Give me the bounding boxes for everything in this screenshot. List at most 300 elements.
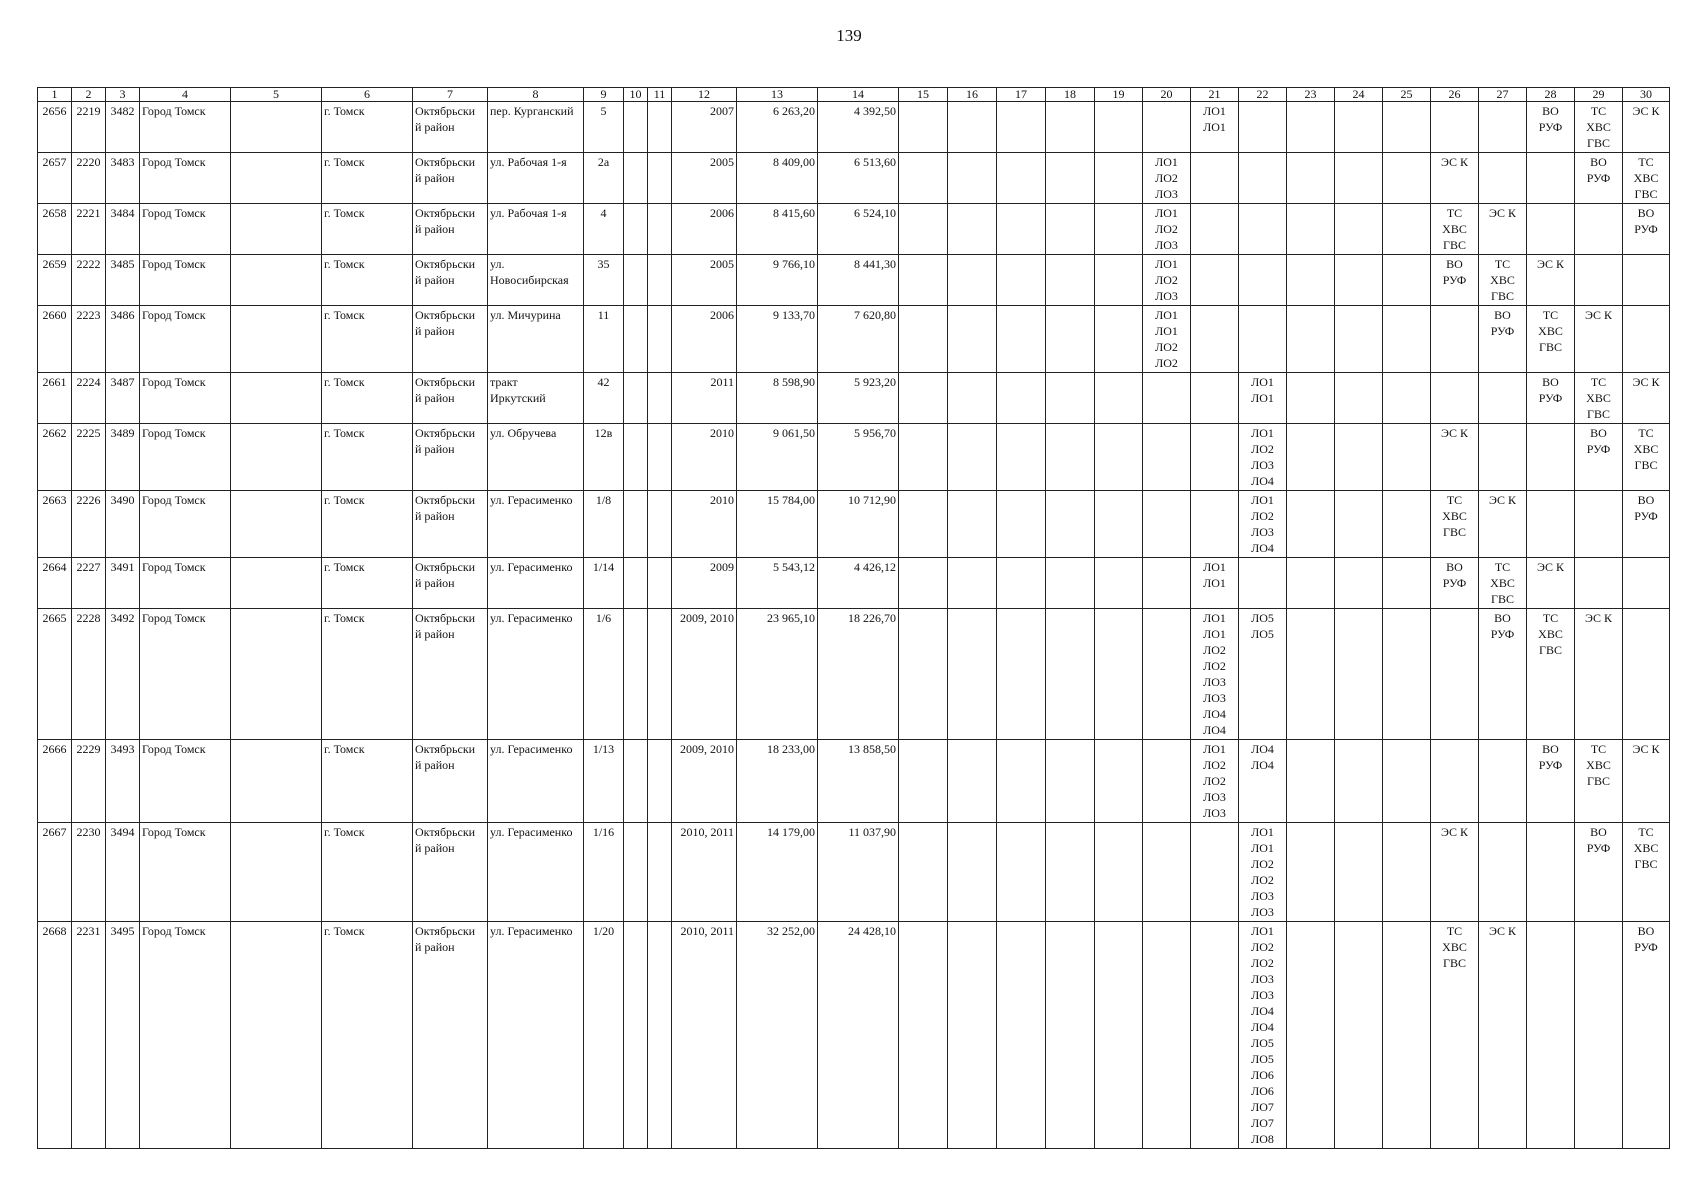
cell-col-7: Октябрьски й район bbox=[413, 922, 488, 1149]
cell-col-24 bbox=[1335, 424, 1383, 491]
page-number: 139 bbox=[836, 26, 862, 45]
cell-col-23 bbox=[1287, 922, 1335, 1149]
cell-col-14: 5 956,70 bbox=[818, 424, 899, 491]
cell-col-15 bbox=[899, 922, 948, 1149]
cell-col-28: ТС ХВС ГВС bbox=[1527, 609, 1575, 740]
cell-col-9: 35 bbox=[584, 255, 624, 306]
cell-col-12: 2010, 2011 bbox=[672, 922, 737, 1149]
cell-col-21: ЛО1 ЛО2 ЛО2 ЛО3 ЛО3 bbox=[1191, 740, 1239, 823]
cell-col-4: Город Томск bbox=[140, 609, 231, 740]
cell-col-6: г. Томск bbox=[322, 491, 413, 558]
cell-col-1: 2661 bbox=[38, 373, 72, 424]
cell-col-14: 5 923,20 bbox=[818, 373, 899, 424]
cell-col-18 bbox=[1046, 153, 1095, 204]
cell-col-1: 2656 bbox=[38, 102, 72, 153]
cell-col-1: 2668 bbox=[38, 922, 72, 1149]
cell-col-27 bbox=[1479, 424, 1527, 491]
cell-col-19 bbox=[1095, 823, 1143, 922]
cell-col-29 bbox=[1575, 255, 1623, 306]
cell-col-22: ЛО1 ЛО1 ЛО2 ЛО2 ЛО3 ЛО3 bbox=[1239, 823, 1287, 922]
cell-col-4: Город Томск bbox=[140, 306, 231, 373]
cell-col-22 bbox=[1239, 306, 1287, 373]
cell-col-9: 1/8 bbox=[584, 491, 624, 558]
cell-col-6: г. Томск bbox=[322, 558, 413, 609]
cell-col-18 bbox=[1046, 204, 1095, 255]
cell-col-13: 9 766,10 bbox=[737, 255, 818, 306]
table-row bbox=[38, 424, 1670, 491]
cell-col-20: ЛО1 ЛО2 ЛО3 bbox=[1143, 204, 1191, 255]
cell-col-21: ЛО1 ЛО1 bbox=[1191, 558, 1239, 609]
table-row bbox=[38, 823, 1670, 922]
cell-col-16 bbox=[948, 102, 997, 153]
cell-col-13: 15 784,00 bbox=[737, 491, 818, 558]
cell-col-15 bbox=[899, 609, 948, 740]
cell-col-1: 2663 bbox=[38, 491, 72, 558]
cell-col-11 bbox=[648, 102, 672, 153]
cell-col-27: ЭС К bbox=[1479, 922, 1527, 1149]
table-row bbox=[38, 609, 1670, 740]
cell-col-16 bbox=[948, 306, 997, 373]
cell-col-10 bbox=[624, 922, 648, 1149]
cell-col-19 bbox=[1095, 102, 1143, 153]
cell-col-8: ул. Рабочая 1-я bbox=[488, 153, 584, 204]
cell-col-10 bbox=[624, 204, 648, 255]
column-header-7: 7 bbox=[413, 88, 488, 102]
cell-col-15 bbox=[899, 102, 948, 153]
cell-col-14: 10 712,90 bbox=[818, 491, 899, 558]
cell-col-12: 2009, 2010 bbox=[672, 740, 737, 823]
cell-col-17 bbox=[997, 153, 1046, 204]
table-row bbox=[38, 922, 1670, 1149]
cell-col-16 bbox=[948, 491, 997, 558]
cell-col-25 bbox=[1383, 823, 1431, 922]
cell-col-26: ТС ХВС ГВС bbox=[1431, 491, 1479, 558]
cell-col-29: ЭС К bbox=[1575, 306, 1623, 373]
cell-col-9: 1/13 bbox=[584, 740, 624, 823]
cell-col-1: 2659 bbox=[38, 255, 72, 306]
cell-col-3: 3487 bbox=[106, 373, 140, 424]
cell-col-10 bbox=[624, 306, 648, 373]
cell-col-9: 5 bbox=[584, 102, 624, 153]
cell-col-16 bbox=[948, 204, 997, 255]
cell-col-19 bbox=[1095, 306, 1143, 373]
cell-col-13: 9 133,70 bbox=[737, 306, 818, 373]
cell-col-17 bbox=[997, 204, 1046, 255]
cell-col-11 bbox=[648, 558, 672, 609]
cell-col-4: Город Томск bbox=[140, 424, 231, 491]
cell-col-10 bbox=[624, 102, 648, 153]
cell-col-9: 4 bbox=[584, 204, 624, 255]
column-header-15: 15 bbox=[899, 88, 948, 102]
cell-col-14: 13 858,50 bbox=[818, 740, 899, 823]
cell-col-24 bbox=[1335, 153, 1383, 204]
cell-col-9: 1/16 bbox=[584, 823, 624, 922]
cell-col-11 bbox=[648, 740, 672, 823]
cell-col-22 bbox=[1239, 255, 1287, 306]
cell-col-25 bbox=[1383, 740, 1431, 823]
cell-col-11 bbox=[648, 153, 672, 204]
cell-col-30 bbox=[1623, 306, 1670, 373]
cell-col-29: ТС ХВС ГВС bbox=[1575, 102, 1623, 153]
cell-col-27: ВО РУФ bbox=[1479, 609, 1527, 740]
cell-col-7: Октябрьски й район bbox=[413, 102, 488, 153]
cell-col-12: 2007 bbox=[672, 102, 737, 153]
cell-col-23 bbox=[1287, 740, 1335, 823]
cell-col-22: ЛО4 ЛО4 bbox=[1239, 740, 1287, 823]
cell-col-24 bbox=[1335, 102, 1383, 153]
column-number-row bbox=[38, 88, 1670, 102]
cell-col-3: 3484 bbox=[106, 204, 140, 255]
cell-col-27: ТС ХВС ГВС bbox=[1479, 255, 1527, 306]
cell-col-30: ВО РУФ bbox=[1623, 491, 1670, 558]
cell-col-15 bbox=[899, 204, 948, 255]
cell-col-20 bbox=[1143, 373, 1191, 424]
column-header-24: 24 bbox=[1335, 88, 1383, 102]
cell-col-27 bbox=[1479, 823, 1527, 922]
cell-col-26 bbox=[1431, 102, 1479, 153]
cell-col-20: ЛО1 ЛО2 ЛО3 bbox=[1143, 153, 1191, 204]
cell-col-25 bbox=[1383, 424, 1431, 491]
cell-col-25 bbox=[1383, 306, 1431, 373]
cell-col-6: г. Томск bbox=[322, 424, 413, 491]
cell-col-21 bbox=[1191, 424, 1239, 491]
cell-col-9: 42 bbox=[584, 373, 624, 424]
cell-col-23 bbox=[1287, 491, 1335, 558]
cell-col-6: г. Томск bbox=[322, 373, 413, 424]
cell-col-4: Город Томск bbox=[140, 823, 231, 922]
cell-col-2: 2227 bbox=[72, 558, 106, 609]
table-row bbox=[38, 740, 1670, 823]
cell-col-24 bbox=[1335, 558, 1383, 609]
cell-col-15 bbox=[899, 255, 948, 306]
cell-col-25 bbox=[1383, 373, 1431, 424]
cell-col-30: ТС ХВС ГВС bbox=[1623, 153, 1670, 204]
cell-col-4: Город Томск bbox=[140, 204, 231, 255]
cell-col-5 bbox=[231, 558, 322, 609]
column-header-23: 23 bbox=[1287, 88, 1335, 102]
cell-col-20 bbox=[1143, 102, 1191, 153]
cell-col-10 bbox=[624, 255, 648, 306]
cell-col-9: 11 bbox=[584, 306, 624, 373]
cell-col-27 bbox=[1479, 153, 1527, 204]
cell-col-6: г. Томск bbox=[322, 255, 413, 306]
cell-col-26: ВО РУФ bbox=[1431, 255, 1479, 306]
cell-col-8: ул. Герасименко bbox=[488, 823, 584, 922]
cell-col-20 bbox=[1143, 491, 1191, 558]
cell-col-8: ул. Обручева bbox=[488, 424, 584, 491]
cell-col-21 bbox=[1191, 306, 1239, 373]
cell-col-23 bbox=[1287, 373, 1335, 424]
cell-col-24 bbox=[1335, 306, 1383, 373]
cell-col-28: ЭС К bbox=[1527, 558, 1575, 609]
cell-col-12: 2011 bbox=[672, 373, 737, 424]
cell-col-30: ЭС К bbox=[1623, 102, 1670, 153]
cell-col-15 bbox=[899, 306, 948, 373]
cell-col-28 bbox=[1527, 153, 1575, 204]
cell-col-14: 4 392,50 bbox=[818, 102, 899, 153]
cell-col-22 bbox=[1239, 204, 1287, 255]
cell-col-21 bbox=[1191, 491, 1239, 558]
cell-col-27: ВО РУФ bbox=[1479, 306, 1527, 373]
cell-col-20 bbox=[1143, 424, 1191, 491]
cell-col-22 bbox=[1239, 558, 1287, 609]
cell-col-21 bbox=[1191, 255, 1239, 306]
cell-col-15 bbox=[899, 823, 948, 922]
cell-col-16 bbox=[948, 823, 997, 922]
cell-col-3: 3483 bbox=[106, 153, 140, 204]
cell-col-11 bbox=[648, 491, 672, 558]
cell-col-18 bbox=[1046, 491, 1095, 558]
cell-col-22: ЛО1 ЛО2 ЛО2 ЛО3 ЛО3 ЛО4 ЛО4 ЛО5 ЛО5 ЛО6 ЛО6 ЛО7 ЛО7 ЛО8 bbox=[1239, 922, 1287, 1149]
cell-col-2: 2229 bbox=[72, 740, 106, 823]
cell-col-9: 12в bbox=[584, 424, 624, 491]
cell-col-16 bbox=[948, 255, 997, 306]
cell-col-15 bbox=[899, 373, 948, 424]
cell-col-1: 2660 bbox=[38, 306, 72, 373]
cell-col-17 bbox=[997, 922, 1046, 1149]
cell-col-13: 32 252,00 bbox=[737, 922, 818, 1149]
cell-col-22: ЛО1 ЛО2 ЛО3 ЛО4 bbox=[1239, 424, 1287, 491]
cell-col-30: ТС ХВС ГВС bbox=[1623, 823, 1670, 922]
cell-col-19 bbox=[1095, 153, 1143, 204]
cell-col-5 bbox=[231, 204, 322, 255]
cell-col-28: ВО РУФ bbox=[1527, 102, 1575, 153]
cell-col-6: г. Томск bbox=[322, 204, 413, 255]
cell-col-17 bbox=[997, 609, 1046, 740]
cell-col-19 bbox=[1095, 558, 1143, 609]
cell-col-16 bbox=[948, 740, 997, 823]
cell-col-27: ЭС К bbox=[1479, 491, 1527, 558]
cell-col-25 bbox=[1383, 204, 1431, 255]
cell-col-6: г. Томск bbox=[322, 823, 413, 922]
cell-col-18 bbox=[1046, 255, 1095, 306]
cell-col-18 bbox=[1046, 373, 1095, 424]
table-row bbox=[38, 102, 1670, 153]
cell-col-14: 6 524,10 bbox=[818, 204, 899, 255]
cell-col-3: 3489 bbox=[106, 424, 140, 491]
cell-col-24 bbox=[1335, 609, 1383, 740]
cell-col-13: 18 233,00 bbox=[737, 740, 818, 823]
cell-col-30: ЭС К bbox=[1623, 740, 1670, 823]
cell-col-16 bbox=[948, 153, 997, 204]
table-row bbox=[38, 306, 1670, 373]
cell-col-6: г. Томск bbox=[322, 153, 413, 204]
cell-col-10 bbox=[624, 609, 648, 740]
cell-col-4: Город Томск bbox=[140, 255, 231, 306]
cell-col-17 bbox=[997, 491, 1046, 558]
cell-col-3: 3494 bbox=[106, 823, 140, 922]
cell-col-17 bbox=[997, 558, 1046, 609]
cell-col-6: г. Томск bbox=[322, 609, 413, 740]
cell-col-26 bbox=[1431, 609, 1479, 740]
cell-col-28: ЭС К bbox=[1527, 255, 1575, 306]
cell-col-24 bbox=[1335, 823, 1383, 922]
cell-col-18 bbox=[1046, 922, 1095, 1149]
cell-col-25 bbox=[1383, 922, 1431, 1149]
cell-col-13: 8 409,00 bbox=[737, 153, 818, 204]
cell-col-18 bbox=[1046, 558, 1095, 609]
cell-col-29: ЭС К bbox=[1575, 609, 1623, 740]
cell-col-2: 2224 bbox=[72, 373, 106, 424]
cell-col-24 bbox=[1335, 740, 1383, 823]
cell-col-8: ул. Герасименко bbox=[488, 922, 584, 1149]
cell-col-13: 8 415,60 bbox=[737, 204, 818, 255]
cell-col-4: Город Томск bbox=[140, 558, 231, 609]
cell-col-28 bbox=[1527, 922, 1575, 1149]
cell-col-19 bbox=[1095, 373, 1143, 424]
cell-col-13: 14 179,00 bbox=[737, 823, 818, 922]
cell-col-18 bbox=[1046, 740, 1095, 823]
cell-col-26 bbox=[1431, 373, 1479, 424]
cell-col-23 bbox=[1287, 609, 1335, 740]
cell-col-15 bbox=[899, 424, 948, 491]
cell-col-14: 18 226,70 bbox=[818, 609, 899, 740]
table-row bbox=[38, 373, 1670, 424]
cell-col-11 bbox=[648, 373, 672, 424]
cell-col-17 bbox=[997, 255, 1046, 306]
cell-col-26 bbox=[1431, 740, 1479, 823]
cell-col-11 bbox=[648, 609, 672, 740]
cell-col-7: Октябрьски й район bbox=[413, 373, 488, 424]
cell-col-18 bbox=[1046, 102, 1095, 153]
cell-col-1: 2667 bbox=[38, 823, 72, 922]
cell-col-17 bbox=[997, 306, 1046, 373]
cell-col-26 bbox=[1431, 306, 1479, 373]
cell-col-4: Город Томск bbox=[140, 922, 231, 1149]
column-header-30: 30 bbox=[1623, 88, 1670, 102]
cell-col-4: Город Томск bbox=[140, 740, 231, 823]
cell-col-20: ЛО1 ЛО1 ЛО2 ЛО2 bbox=[1143, 306, 1191, 373]
cell-col-28 bbox=[1527, 204, 1575, 255]
table-body bbox=[38, 102, 1670, 1149]
cell-col-3: 3486 bbox=[106, 306, 140, 373]
column-header-25: 25 bbox=[1383, 88, 1431, 102]
cell-col-20 bbox=[1143, 558, 1191, 609]
column-header-3: 3 bbox=[106, 88, 140, 102]
cell-col-13: 9 061,50 bbox=[737, 424, 818, 491]
cell-col-13: 6 263,20 bbox=[737, 102, 818, 153]
cell-col-25 bbox=[1383, 609, 1431, 740]
cell-col-10 bbox=[624, 153, 648, 204]
table-row bbox=[38, 255, 1670, 306]
cell-col-23 bbox=[1287, 306, 1335, 373]
column-header-11: 11 bbox=[648, 88, 672, 102]
cell-col-20 bbox=[1143, 823, 1191, 922]
cell-col-23 bbox=[1287, 255, 1335, 306]
cell-col-2: 2230 bbox=[72, 823, 106, 922]
cell-col-29: ВО РУФ bbox=[1575, 823, 1623, 922]
cell-col-2: 2222 bbox=[72, 255, 106, 306]
cell-col-25 bbox=[1383, 255, 1431, 306]
cell-col-30: ВО РУФ bbox=[1623, 204, 1670, 255]
cell-col-10 bbox=[624, 558, 648, 609]
cell-col-20 bbox=[1143, 740, 1191, 823]
cell-col-29 bbox=[1575, 204, 1623, 255]
cell-col-3: 3490 bbox=[106, 491, 140, 558]
cell-col-7: Октябрьски й район bbox=[413, 153, 488, 204]
cell-col-29: ТС ХВС ГВС bbox=[1575, 740, 1623, 823]
cell-col-23 bbox=[1287, 153, 1335, 204]
cell-col-5 bbox=[231, 255, 322, 306]
cell-col-26: ЭС К bbox=[1431, 823, 1479, 922]
column-header-1: 1 bbox=[38, 88, 72, 102]
cell-col-6: г. Томск bbox=[322, 102, 413, 153]
cell-col-11 bbox=[648, 922, 672, 1149]
table-row bbox=[38, 558, 1670, 609]
cell-col-2: 2225 bbox=[72, 424, 106, 491]
cell-col-27 bbox=[1479, 102, 1527, 153]
cell-col-22: ЛО1 ЛО1 bbox=[1239, 373, 1287, 424]
column-header-22: 22 bbox=[1239, 88, 1287, 102]
cell-col-20 bbox=[1143, 609, 1191, 740]
cell-col-1: 2657 bbox=[38, 153, 72, 204]
cell-col-5 bbox=[231, 424, 322, 491]
cell-col-3: 3492 bbox=[106, 609, 140, 740]
cell-col-22 bbox=[1239, 153, 1287, 204]
cell-col-30 bbox=[1623, 558, 1670, 609]
cell-col-30 bbox=[1623, 609, 1670, 740]
cell-col-12: 2010 bbox=[672, 491, 737, 558]
cell-col-21 bbox=[1191, 823, 1239, 922]
cell-col-24 bbox=[1335, 922, 1383, 1149]
cell-col-9: 1/14 bbox=[584, 558, 624, 609]
cell-col-23 bbox=[1287, 204, 1335, 255]
column-header-13: 13 bbox=[737, 88, 818, 102]
cell-col-30: ЭС К bbox=[1623, 373, 1670, 424]
cell-col-10 bbox=[624, 373, 648, 424]
cell-col-19 bbox=[1095, 740, 1143, 823]
cell-col-23 bbox=[1287, 558, 1335, 609]
cell-col-5 bbox=[231, 153, 322, 204]
cell-col-2: 2223 bbox=[72, 306, 106, 373]
cell-col-11 bbox=[648, 255, 672, 306]
cell-col-8: ул. Мичурина bbox=[488, 306, 584, 373]
cell-col-23 bbox=[1287, 102, 1335, 153]
cell-col-12: 2006 bbox=[672, 306, 737, 373]
column-header-29: 29 bbox=[1575, 88, 1623, 102]
cell-col-14: 4 426,12 bbox=[818, 558, 899, 609]
cell-col-26: ЭС К bbox=[1431, 153, 1479, 204]
cell-col-24 bbox=[1335, 373, 1383, 424]
cell-col-13: 5 543,12 bbox=[737, 558, 818, 609]
cell-col-8: ул. Рабочая 1-я bbox=[488, 204, 584, 255]
cell-col-7: Октябрьски й район bbox=[413, 823, 488, 922]
cell-col-23 bbox=[1287, 823, 1335, 922]
cell-col-7: Октябрьски й район bbox=[413, 558, 488, 609]
cell-col-5 bbox=[231, 609, 322, 740]
cell-col-19 bbox=[1095, 255, 1143, 306]
cell-col-19 bbox=[1095, 609, 1143, 740]
cell-col-1: 2658 bbox=[38, 204, 72, 255]
table-row bbox=[38, 153, 1670, 204]
cell-col-12: 2010, 2011 bbox=[672, 823, 737, 922]
cell-col-16 bbox=[948, 558, 997, 609]
cell-col-7: Октябрьски й район bbox=[413, 306, 488, 373]
cell-col-2: 2219 bbox=[72, 102, 106, 153]
cell-col-17 bbox=[997, 373, 1046, 424]
cell-col-16 bbox=[948, 424, 997, 491]
column-header-9: 9 bbox=[584, 88, 624, 102]
cell-col-13: 23 965,10 bbox=[737, 609, 818, 740]
cell-col-7: Октябрьски й район bbox=[413, 491, 488, 558]
cell-col-5 bbox=[231, 306, 322, 373]
cell-col-26: ТС ХВС ГВС bbox=[1431, 922, 1479, 1149]
column-header-19: 19 bbox=[1095, 88, 1143, 102]
cell-col-10 bbox=[624, 823, 648, 922]
cell-col-2: 2221 bbox=[72, 204, 106, 255]
cell-col-13: 8 598,90 bbox=[737, 373, 818, 424]
cell-col-30 bbox=[1623, 255, 1670, 306]
